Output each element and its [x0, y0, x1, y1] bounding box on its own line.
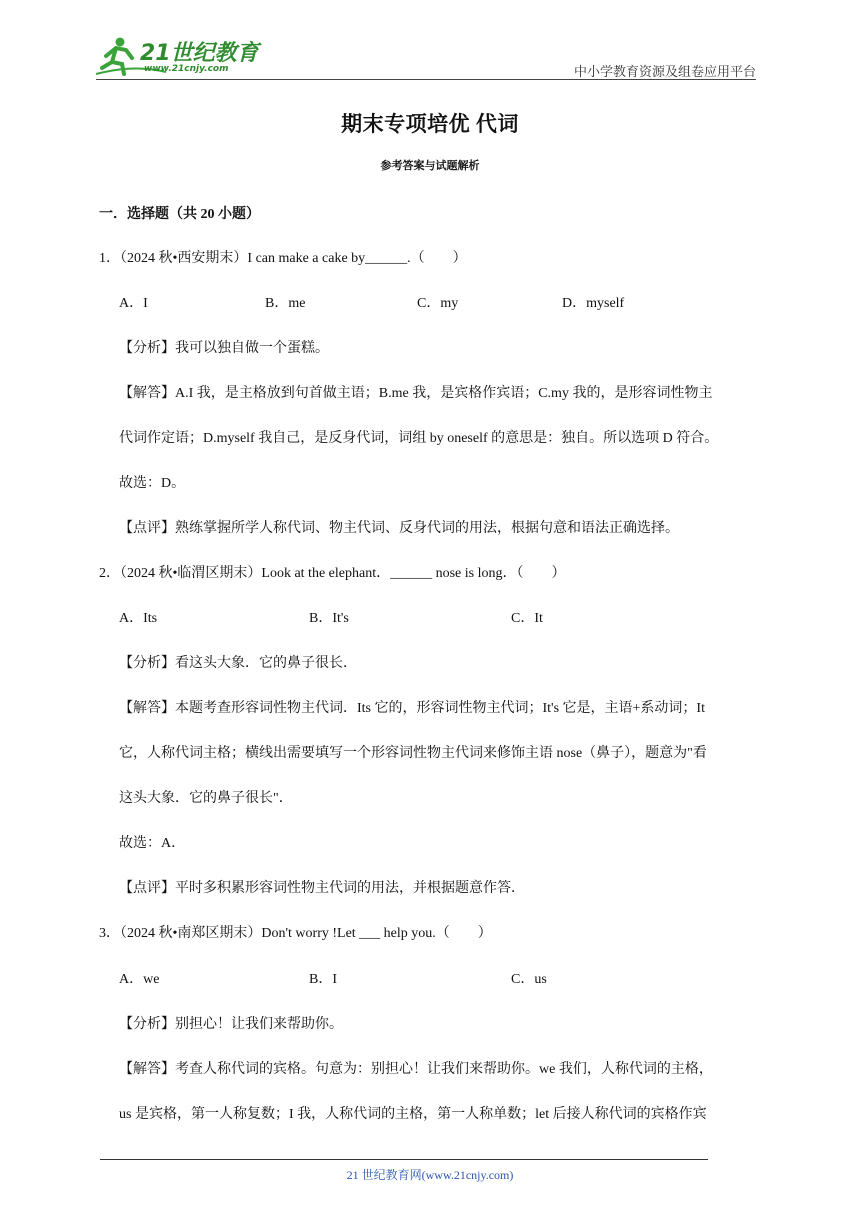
question-3-option-c: C．us [511, 972, 547, 987]
question-3-option-a: A．we [119, 972, 160, 987]
question-2-option-b: B．It's [309, 611, 349, 626]
question-3-stem: 3．（2024 秋•南郑区期末）Don't worry !Let ___ help you.（ ） [99, 926, 492, 941]
page-title: 期末专项培优 代词 [341, 112, 519, 136]
question-1-answer-line-1: 【解答】A.I 我，是主格放到句首做主语；B.me 我，是宾格作宾语；C.my 我的，是形容词性物主 [119, 386, 713, 401]
question-1-option-b: B．me [265, 296, 306, 311]
question-1-answer-line-3: 故选：D。 [119, 476, 186, 491]
question-1-comment: 【点评】熟练掌握所学人称代词、物主代词、反身代词的用法，根据句意和语法正确选择。 [119, 521, 679, 536]
logo-text: 21世纪教育 [140, 41, 259, 66]
question-1-option-a: A．I [119, 296, 148, 311]
question-2-answer-line-4: 故选：A． [119, 836, 186, 851]
question-1-option-c: C．my [417, 296, 459, 311]
question-1-answer-line-2: 代词作定语；D.myself 我自己，是反身代词，词组 by oneself 的意思是：独自。所以选项 D 符合。 [119, 431, 719, 446]
question-2-analysis: 【分析】看这头大象．它的鼻子很长． [119, 656, 357, 671]
question-2-option-c: C．It [511, 611, 543, 626]
footer-link[interactable]: 21 世纪教育网(www.21cnjy.com) [346, 1168, 514, 1182]
question-2-answer-line-2: 它，人称代词主格；横线出需要填写一个形容词性物主代词来修饰主语 nose（鼻子），题意为"看 [119, 746, 707, 761]
question-3-answer-line-2: us 是宾格，第一人称复数；I 我，人称代词的主格，第一人称单数；let 后接人称代词的宾格作宾 [119, 1107, 707, 1122]
question-2-answer-line-3: 这头大象．它的鼻子很长"． [119, 791, 293, 806]
header-divider [96, 79, 756, 80]
section-heading: 一．选择题（共 20 小题） [99, 207, 260, 222]
question-2-stem: 2．（2024 秋•临渭区期末）Look at the elephant．______ nose is long．（ ） [99, 566, 566, 581]
question-1-option-d: D．myself [562, 296, 625, 311]
page-subtitle: 参考答案与试题解析 [380, 160, 480, 172]
question-3-option-b: B．I [309, 972, 337, 987]
question-2-comment: 【点评】平时多积累形容词性物主代词的用法，并根据题意作答． [119, 881, 525, 896]
question-3-analysis: 【分析】别担心！让我们来帮助你。 [119, 1017, 343, 1032]
logo-url: www.21cnjy.com [144, 64, 229, 74]
question-1-stem: 1．（2024 秋•西安期末）I can make a cake by______.（ ） [99, 251, 467, 266]
question-2-answer-line-1: 【解答】本题考查形容词性物主代词．Its 它的，形容词性物主代词；It's 它是，主语+系动词；It [119, 701, 705, 716]
footer-divider [100, 1159, 708, 1160]
question-2-option-a: A．Its [119, 611, 158, 626]
question-3-answer-line-1: 【解答】考查人称代词的宾格。句意为：别担心！让我们来帮助你。we 我们，人称代词的主格， [119, 1062, 713, 1077]
header-platform-text: 中小学教育资源及组卷应用平台 [573, 64, 756, 79]
question-1-analysis: 【分析】我可以独自做一个蛋糕。 [119, 341, 329, 356]
site-logo [94, 34, 264, 78]
